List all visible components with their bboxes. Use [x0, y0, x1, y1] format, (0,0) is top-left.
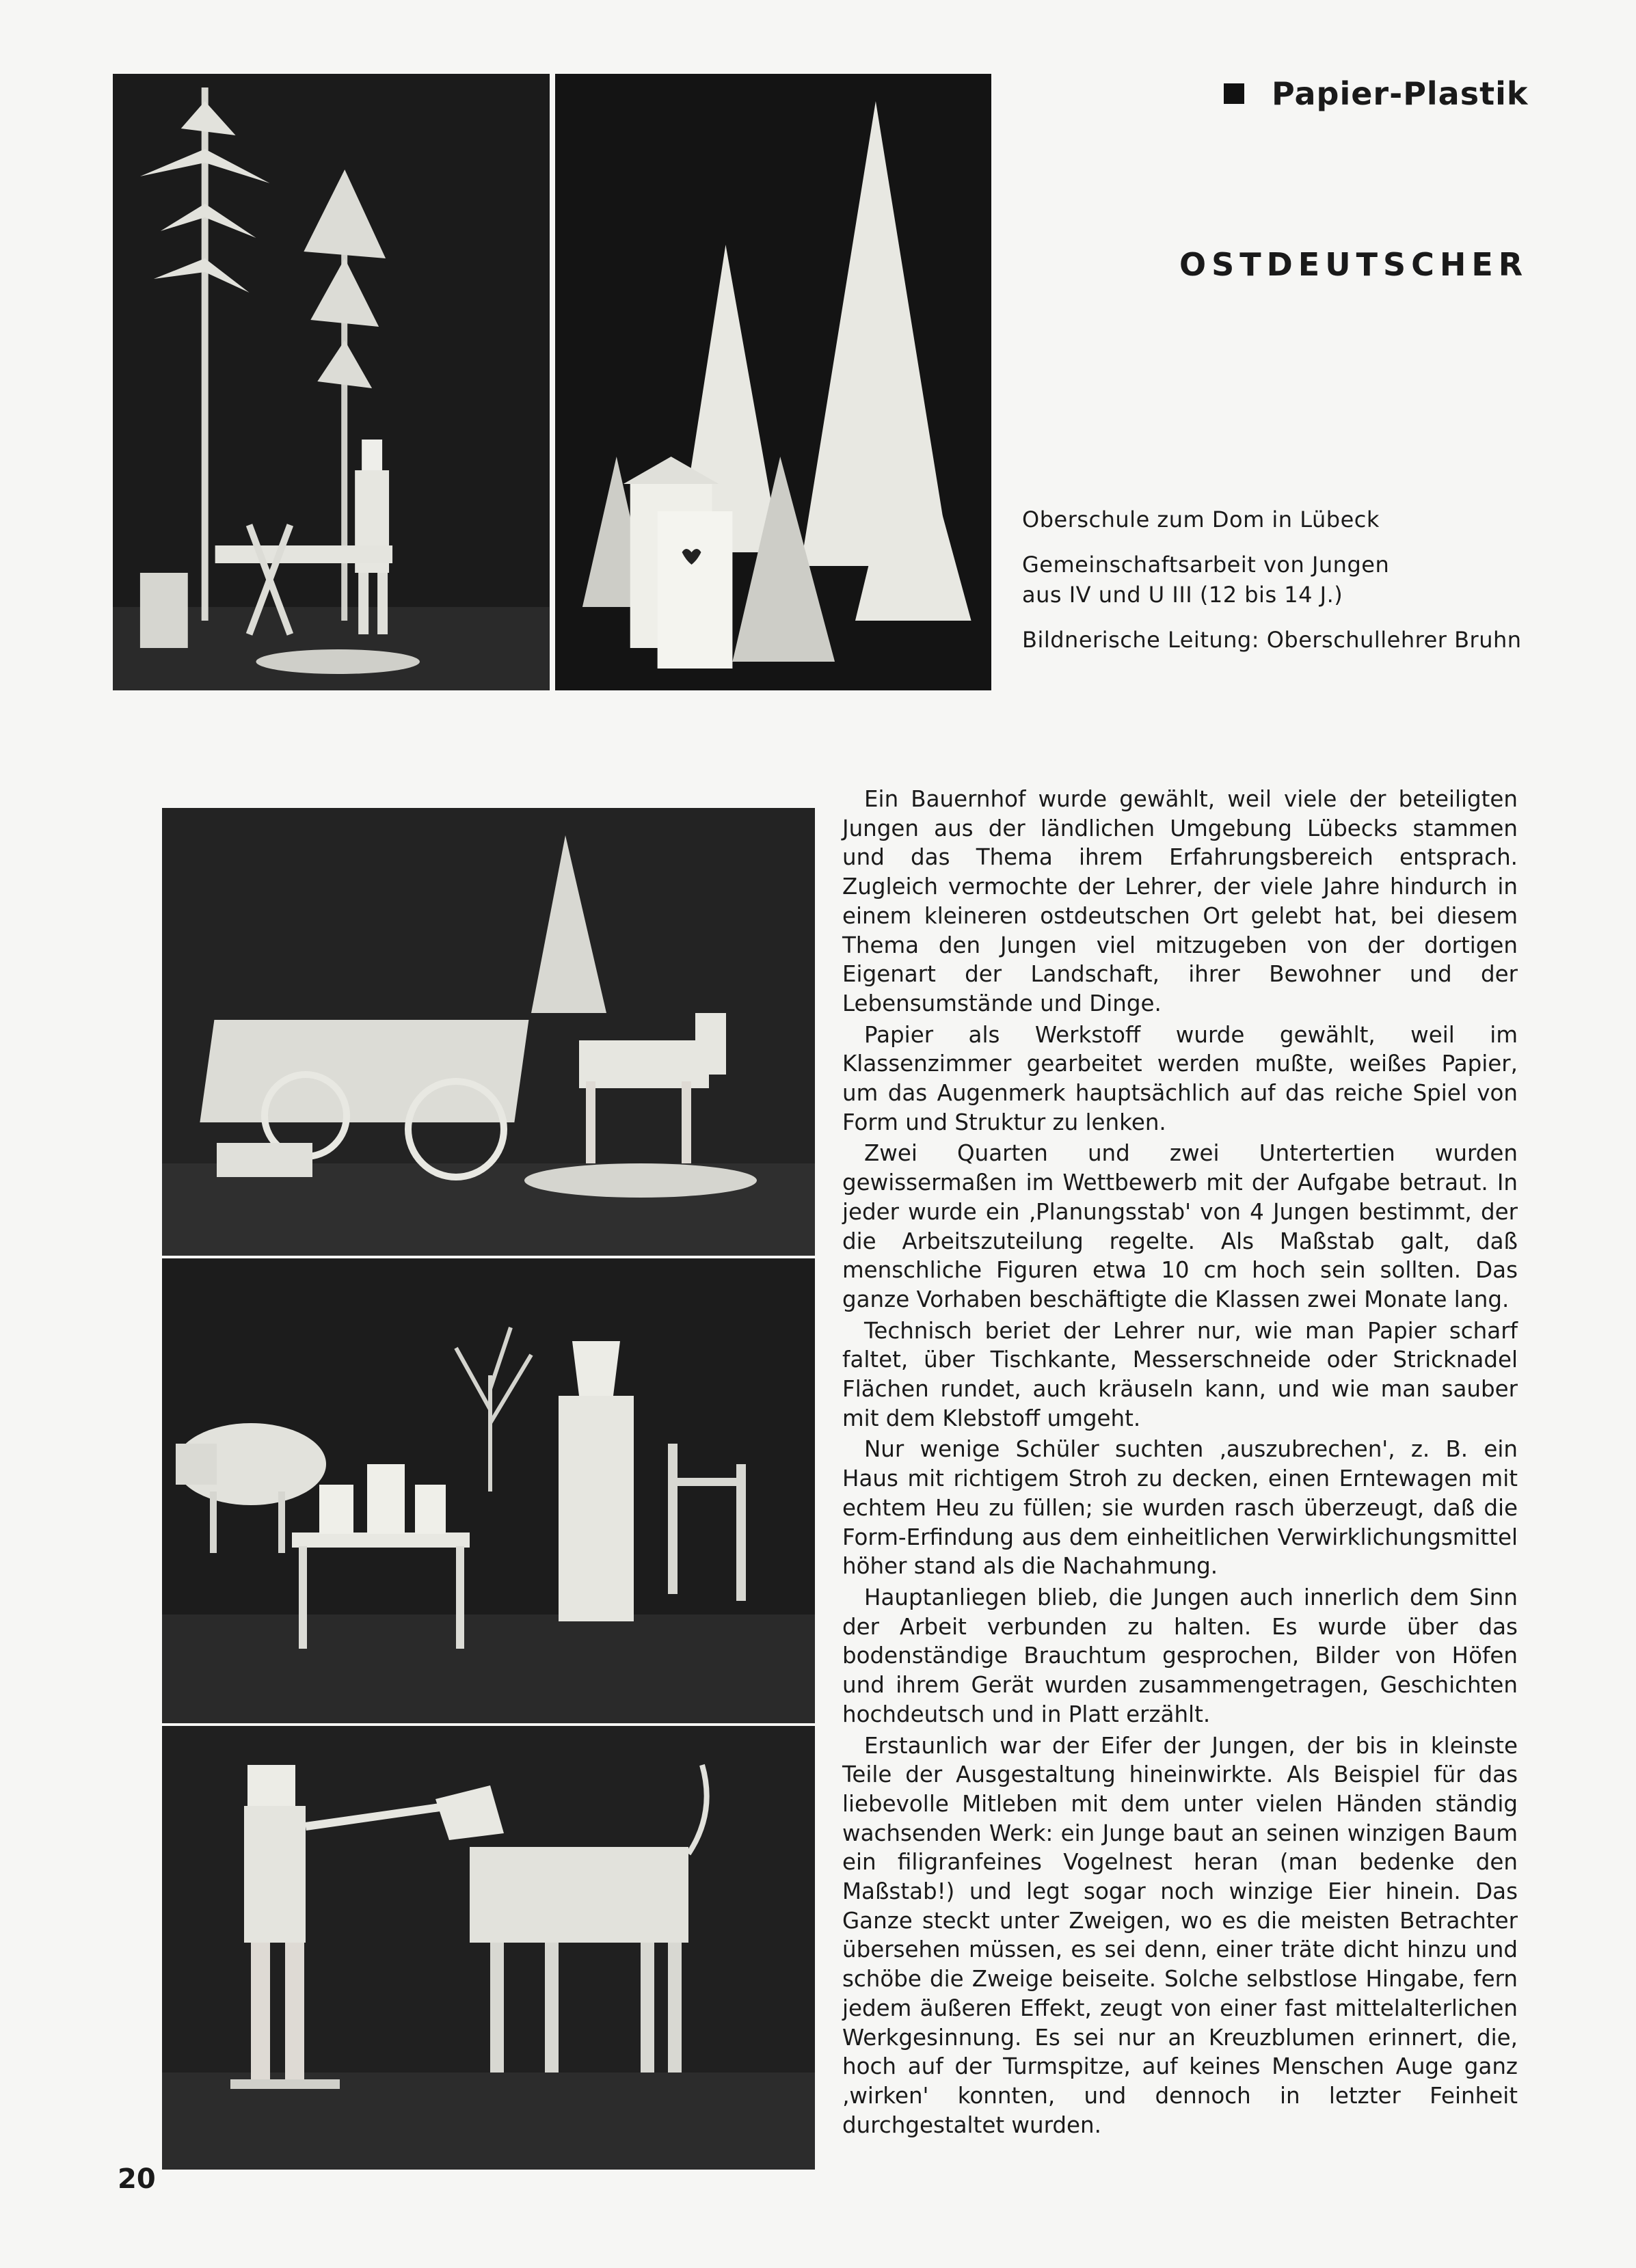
photo-outhouse-firs [555, 74, 992, 690]
black-square-icon [1224, 83, 1244, 104]
photo-woodcutter-trees [113, 74, 550, 690]
paragraph-5: Nur wenige Schüler suchten ‚auszubrechen', z. B. ein Haus mit richtigem Stroh zu decken, einen Erntewagen mit echtem Heu zu füllen; sie wurden rasch überzeugt, daß die Form-Erfindung aus dem einheitlichen Verwirklichungsmittel höher stand als die Nachahmung. [842, 1436, 1518, 1580]
credit-work-line2: aus IV und U III (12 bis 14 J.) [1022, 582, 1343, 608]
section-title: Papier-Plastik [1272, 75, 1529, 112]
credit-leadership: Bildnerische Leitung: Oberschullehrer Bruhn [1022, 627, 1522, 653]
photo-farm-scenes [162, 808, 815, 2170]
credits [1022, 504, 1583, 670]
section-marker [1224, 75, 1528, 112]
top-photo-pair [113, 74, 991, 690]
article-body [842, 785, 1518, 2142]
headline: OSTDEUTSCHER [1179, 246, 1529, 283]
paragraph-1: Ein Bauernhof wurde gewählt, weil viele der beteiligten Jungen aus der ländlichen Umgebung Lübecks stammen und das Thema ihrem Erfahrungsbereich entsprach. Zugleich vermochte der Lehrer, der viele Jahre hindurch in einem kleineren ostdeutschen Ort gelebt hat, bei diesem Thema den Jungen viel mitzugeben von der dortigen Eigenart der Landschaft, ihrer Bewohner und der Lebensumstände und Dinge. [842, 786, 1518, 1016]
paragraph-3: Zwei Quarten und zwei Untertertien wurden gewissermaßen im Wettbewerb mit der Aufgabe betraut. In jeder wurde ein ‚Planungsstab' von 4 Jungen bestimmt, der die Arbeitszuteilung regelte. Als Maßstab galt, daß menschliche Figuren etwa 10 cm hoch sein sollten. Das ganze Vorhaben beschäftigte die Klassen zwei Monate lang. [842, 1140, 1518, 1312]
credit-work-line1: Gemeinschaftsarbeit von Jungen [1022, 552, 1390, 578]
paragraph-2: Papier als Werkstoff wurde gewählt, weil im Klassenzimmer gearbeitet werden mußte, weißes Papier, um das Augenmerk hauptsächlich auf das reiche Spiel von Form und Struktur zu lenken. [842, 1021, 1518, 1135]
paragraph-4: Technisch beriet der Lehrer nur, wie man Papier scharf faltet, über Tischkante, Messerschneide oder Stricknadel Flächen rundet, auch kräuseln kann, und wie man sauber mit dem Klebstoff umgeht. [842, 1317, 1518, 1431]
page-number: 20 [118, 2163, 156, 2195]
paragraph-6: Hauptanliegen blieb, die Jungen auch innerlich dem Sinn der Arbeit verbunden zu halten. Es wurde über das bodenständige Brauchtum gesprochen, Bilder von Höfen und ihrem Gerät wurden zusammengetragen, Geschichten hochdeutsch und in Platt erzählt. [842, 1584, 1518, 1727]
credit-school: Oberschule zum Dom in Lübeck [1022, 507, 1380, 532]
paragraph-7: Erstaunlich war der Eifer der Jungen, der bis in kleinste Teile der Ausgestaltung hineinwirkte. Als Beispiel für das liebevolle Mitleben mit dem unter vielen Händen ständig wachsenden Werk: ein Junge baut an seinen winzigen Baum ein filigranfeines Vogelnest heran (man bedenke den Maßstab!) und legt sogar noch winzige Eier hinein. Das Ganze steckt unter Zweigen, wo es die meisten Betrachter übersehen müssen, es sei denn, einer träte dicht hinzu und schöbe die Zweige beiseite. Solche selbstlose Hingabe, fern jedem äußeren Effekt, zeugt von einer fast mittelalterlichen Werkgesinnung. Es sei nur an Kreuzblumen erinnert, die, hoch auf der Turmspitze, auf keines Menschen Auge ganz ‚wirken' konnten, und dennoch in letzter Feinheit durchgestaltet wurden. [842, 1732, 1518, 2138]
